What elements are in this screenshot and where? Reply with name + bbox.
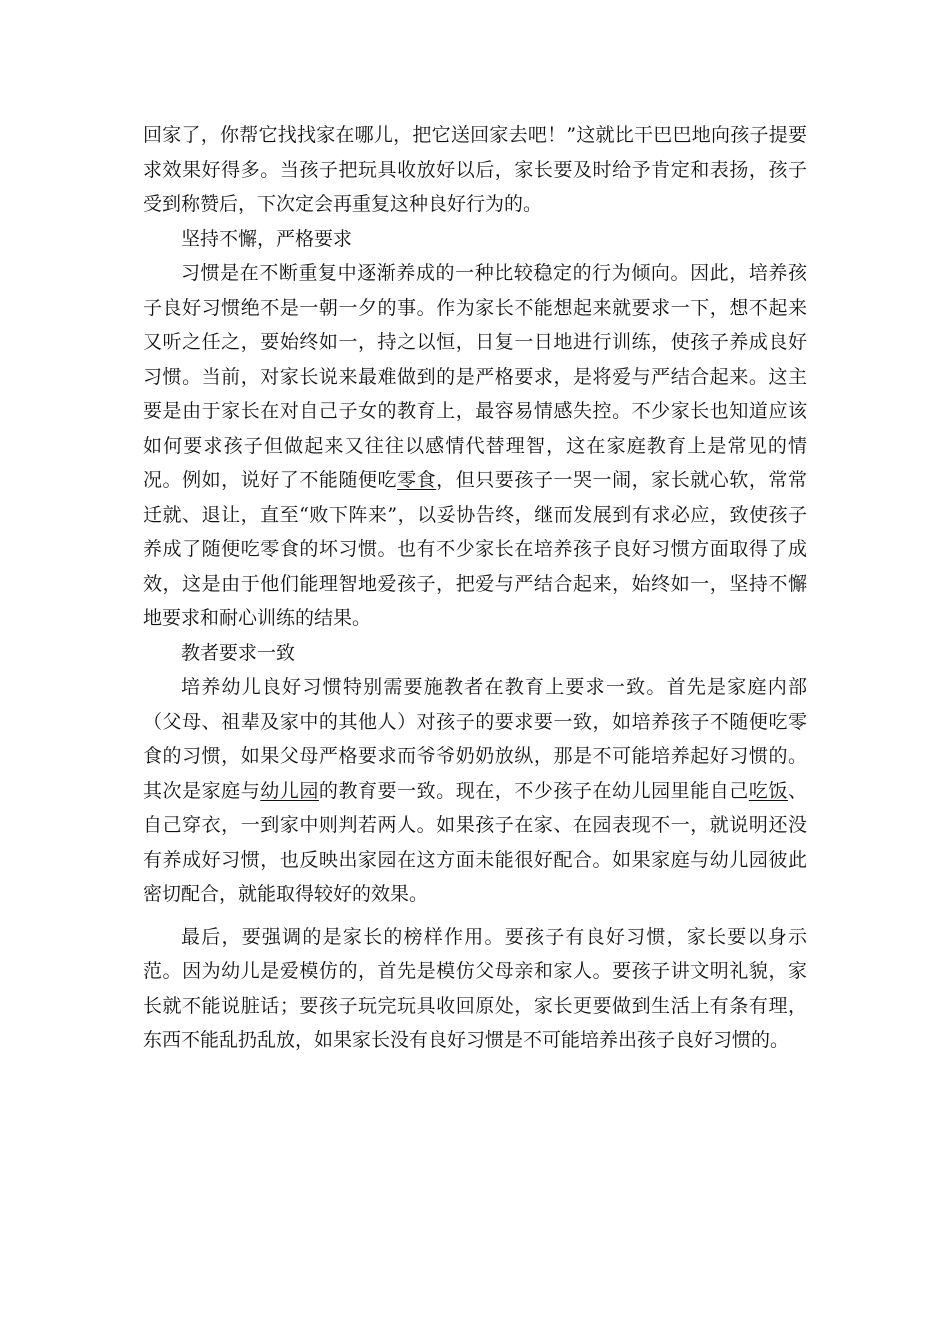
paragraph-1-text: 回家了，你帮它找找家在哪儿，把它送回家去吧！”这就比干巴巴地向孩子提要求效果好得多。当孩子把玩具收放好以后，家长要及时给予肯定和表扬，孩子受到称赞后，下次定会再重复这种良好行为的。 [143, 124, 807, 215]
paragraph-4 [143, 920, 807, 1058]
section-heading-consistency-text: 教者要求一致 [181, 641, 296, 664]
section-heading-persistence-text: 坚持不懈，严格要求 [181, 227, 353, 250]
paragraph-3 [143, 670, 807, 912]
paragraph-4-text: 最后，要强调的是家长的榜样作用。要孩子有良好习惯，家长要以身示范。因为幼儿是爱模仿的，首先是模仿父母亲和家人。要孩子讲文明礼貌，家长就不能说脏话；要孩子玩完玩具收回原处，家长更要做到生活上有条有理，东西不能乱扔乱放，如果家长没有良好习惯是不可能培养出孩子良好习惯的。 [143, 925, 807, 1051]
link-kindergarten[interactable]: 幼儿园 [260, 779, 319, 802]
paragraph-3-text-c: 、自己穿衣，一到家中则判若两人。如果孩子在家、在园表现不一，就说明还没有养成好习惯，也反映出家园在这方面未能很好配合。如果家庭与幼儿园彼此密切配合，就能取得较好的效果。 [143, 779, 807, 905]
article-body [143, 118, 807, 1058]
paragraph-2 [143, 256, 807, 636]
link-eating[interactable]: 吃饭 [748, 779, 788, 802]
paragraph-3-text-a: 培养幼儿良好习惯特别需要施教者在教育上要求一致。首先是家庭内部（父母、祖辈及家中的其他人）对孩子的要求要一致，如培养孩子不随便吃零食的习惯，如果父母严格要求而爷爷奶奶放纵，那是不可能培养起好习惯的。其次是家庭与 [143, 676, 807, 802]
section-heading-persistence [143, 222, 807, 257]
section-heading-consistency [143, 636, 807, 671]
paragraph-3-text-b: 的教育要一致。现在，不少孩子在幼儿园里能自己 [318, 779, 749, 802]
link-snacks[interactable]: 零食 [397, 469, 437, 491]
paragraph-2-text-b: ，但只要孩子一哭一闹，家长就心软，常常迁就、退让，直至“败下阵来”，以妥协告终，继而发展到有求必应，致使孩子养成了随便吃零食的坏习惯。也有不少家长在培养孩子良好习惯方面取得了成效，这是由于他们能理智地爱孩子，把爱与严结合起来，始终如一，坚持不懈地要求和耐心训练的结果。 [143, 469, 807, 629]
paragraph-2-text-a: 习惯是在不断重复中逐渐养成的一种比较稳定的行为倾向。因此，培养孩子良好习惯绝不是一朝一夕的事。作为家长不能想起来就要求一下，想不起来又听之任之，要始终如一，持之以恒，日复一日地进行训练，使孩子养成良好习惯。当前，对家长说来最难做到的是严格要求，是将爱与严结合起来。这主要是由于家长在对自己子女的教育上，最容易情感失控。不少家长也知道应该如何要求孩子但做起来又往往以感情代替理智，这在家庭教育上是常见的情况。例如，说好了不能随便吃 [143, 262, 807, 491]
paragraph-1 [143, 118, 807, 222]
